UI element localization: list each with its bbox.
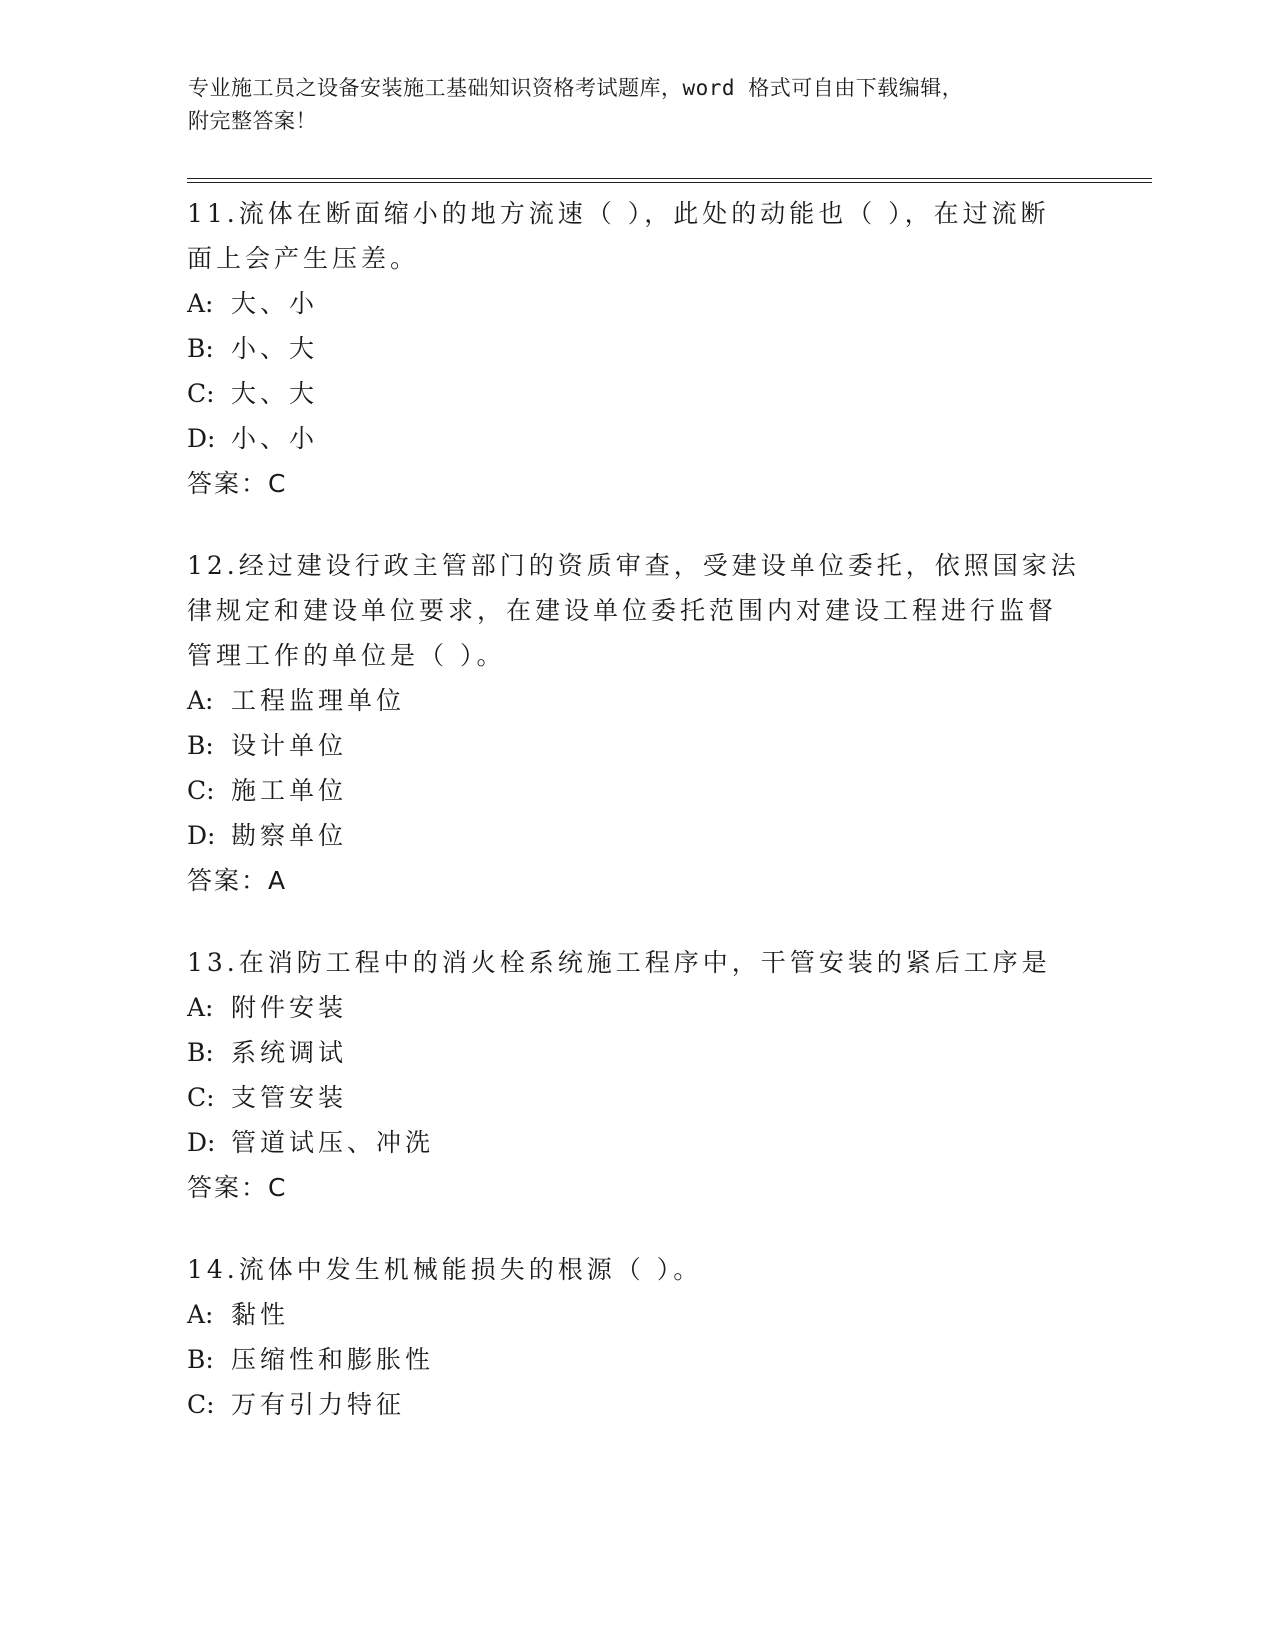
option-text: 大、小 — [231, 289, 319, 318]
option-text: 附件安装 — [231, 993, 348, 1022]
answer-option — [187, 416, 1087, 461]
answer-label: 答案： — [187, 866, 269, 895]
option-key: A: — [187, 289, 214, 318]
option-key: D: — [187, 424, 216, 453]
option-text: 勘察单位 — [231, 821, 348, 850]
option-text: 施工单位 — [231, 776, 348, 805]
answer-value: C — [268, 1173, 286, 1202]
option-text: 万有引力特征 — [231, 1390, 406, 1419]
header-divider — [187, 178, 1152, 183]
answer-option — [187, 281, 1087, 326]
answer-option — [187, 1337, 1087, 1382]
answer-label: 答案： — [187, 1173, 269, 1202]
answer-line — [187, 858, 1087, 903]
question-item — [187, 940, 1087, 1210]
option-text: 黏性 — [231, 1300, 290, 1329]
question-item — [187, 1247, 1087, 1427]
question-stem-line: 管理工作的单位是（ ）。 — [187, 641, 506, 670]
question-stem-line: 11.流体在断面缩小的地方流速（ ），此处的动能也（ ），在过流断 — [187, 199, 1050, 228]
option-key: C: — [187, 379, 215, 408]
answer-option — [187, 1120, 1087, 1165]
answer-label: 答案： — [187, 469, 269, 498]
answer-option — [187, 813, 1087, 858]
question-stem-line: 12.经过建设行政主管部门的资质审查，受建设单位委托，依照国家法 — [187, 551, 1080, 580]
answer-option — [187, 723, 1087, 768]
question-item — [187, 191, 1087, 506]
answer-option — [187, 326, 1087, 371]
question-list — [187, 191, 1087, 1464]
answer-option — [187, 1292, 1087, 1337]
question-stem-line: 面上会产生压差。 — [187, 244, 420, 273]
answer-line — [187, 461, 1087, 506]
answer-option — [187, 678, 1087, 723]
option-key: C: — [187, 776, 215, 805]
option-text: 大、大 — [231, 379, 319, 408]
document-header — [188, 72, 1068, 138]
option-key: C: — [187, 1390, 215, 1419]
option-text: 支管安装 — [231, 1083, 348, 1112]
answer-option — [187, 371, 1087, 416]
option-key: B: — [187, 1038, 214, 1067]
option-text: 系统调试 — [231, 1038, 348, 1067]
option-text: 小、大 — [231, 334, 319, 363]
option-text: 设计单位 — [231, 731, 348, 760]
option-text: 小、小 — [231, 424, 319, 453]
option-key: D: — [187, 1128, 216, 1157]
answer-value: A — [268, 866, 286, 895]
option-text: 工程监理单位 — [231, 686, 406, 715]
option-key: B: — [187, 731, 214, 760]
answer-value: C — [268, 469, 286, 498]
header-line-2: 附完整答案！ — [188, 109, 317, 133]
option-key: B: — [187, 334, 214, 363]
header-line-1: 专业施工员之设备安装施工基础知识资格考试题库，word 格式可自由下载编辑， — [188, 76, 964, 100]
option-key: A: — [187, 1300, 214, 1329]
option-text: 管道试压、冲洗 — [231, 1128, 435, 1157]
option-key: B: — [187, 1345, 214, 1374]
question-item — [187, 543, 1087, 903]
answer-line — [187, 1165, 1087, 1210]
answer-option — [187, 768, 1087, 813]
option-key: A: — [187, 993, 214, 1022]
question-stem-line: 律规定和建设单位要求，在建设单位委托范围内对建设工程进行监督 — [187, 596, 1058, 625]
option-key: A: — [187, 686, 214, 715]
option-text: 压缩性和膨胀性 — [231, 1345, 435, 1374]
question-stem-line: 13.在消防工程中的消火栓系统施工程序中，干管安装的紧后工序是 — [187, 948, 1051, 977]
answer-option — [187, 1382, 1087, 1427]
answer-option — [187, 1075, 1087, 1120]
answer-option — [187, 1030, 1087, 1075]
answer-option — [187, 985, 1087, 1030]
option-key: C: — [187, 1083, 215, 1112]
question-stem-line: 14.流体中发生机械能损失的根源（ ）。 — [187, 1255, 703, 1284]
option-key: D: — [187, 821, 216, 850]
